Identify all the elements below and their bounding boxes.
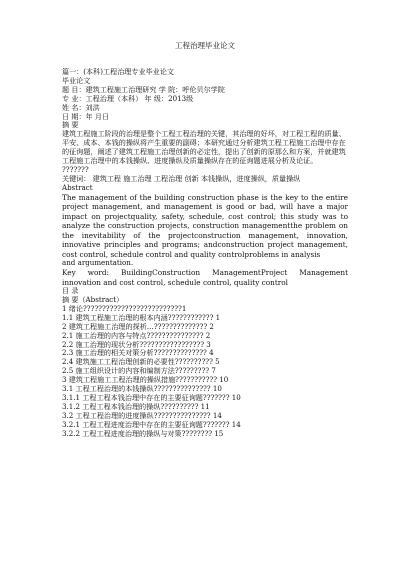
abstract-en-heading: Abstract — [62, 182, 93, 192]
abstract-heading: 摘 要 — [62, 120, 79, 130]
toc-heading: 目 录 — [62, 286, 79, 296]
toc-entry: 2 建筑工程施工治理的探析…?????????????? 2 — [62, 321, 214, 331]
section-heading: 篇一：(本科)工程治理专业毕业论文 — [62, 67, 174, 76]
name-line: 姓 名：刘洪 — [62, 102, 100, 112]
keywords-en: Key word: BuildingConstruction ManagementProject Management innovation and cost control, schedule control, quality control — [62, 268, 348, 287]
toc-entry: 3.2 工程工程治理的进度操纵??????????????? 14 — [62, 410, 222, 420]
toc-entry: 2.2 施工治理的现状分析????????????????? 3 — [62, 339, 211, 349]
toc-entry: 2.3 施工治理的相关对策分析?????????????? 4 — [62, 348, 214, 358]
major-line: 专 业：工程治理（本科） 年 级：2013级 — [62, 93, 194, 103]
abstract-cn-marks: ??????? — [62, 164, 89, 174]
topic-line: 题 目：建筑工程施工治理研究 学 院：呼伦贝尔学院 — [62, 84, 225, 94]
toc-abstract-entry: 摘 要（Abstract） — [62, 295, 124, 304]
toc-entry: 3.1 工程工程治理的本钱操纵??????????????? 10 — [62, 384, 222, 394]
toc-entry: 2.1 施工治理的内容与特点??????????????? 2 — [62, 330, 211, 340]
toc-entry: 3.2.2 工程工程进度治理的操纵与对策???????? 15 — [62, 428, 224, 438]
page-title: 工程治理毕业论文 — [175, 41, 235, 50]
date-line: 日 期：年 月日 — [62, 111, 110, 121]
toc-entry: 3.1.2 工程工程本钱治理的操纵?????????? 11 — [62, 401, 210, 411]
abstract-en-argument: and argumentation. — [62, 258, 134, 268]
toc-entry: 1.1 建筑工程施工治理的根本内涵???????????? 1 — [62, 312, 221, 322]
toc-entry: 3.2.1 工程工程进度治理中存在的主要征询题??????? 14 — [62, 419, 241, 429]
document-type: 毕业论文 — [62, 75, 91, 85]
toc-entry: 3.1.1 工程工程本钱治理中存在的主要征询题??????? 10 — [62, 392, 241, 402]
toc-list — [62, 305, 348, 439]
toc-entry: 3 建筑工程施工工程治理的操纵措施??????????? 10 — [62, 375, 229, 385]
toc-entry: 2.5 施工组织设计的内容和编制方法????????? 7 — [62, 366, 216, 376]
toc-entry: 1 绪论??????????????????????????1 — [62, 303, 187, 313]
abstract-en-paragraph: The management of the building construction phase is the key to the entire project management, and management is good or bad, will have a major impact on projectquality, safety, schedule, cost control; this study was to analyze the construction projects, construction managementthe problem on the inevitability of the projectconstruction management, innovation, innovative principles and programs; andconstruction project management, cost control, schedule control and quality controlproblems in analysis — [62, 192, 348, 259]
abstract-cn-paragraph: 建筑工程施工阶段的治理是整个工程工程治理的关键，其治理的好坏，对工程工程的质量、平安、成本、本钱的操纵将产生重要的副碍；本研究通过分析建筑工程工程施工治理中存在的征询题，阐述了建筑工程施工治理创新的必定性，提出了创新的原那么和方案，并就建筑工程施工治理中的本钱操纵、进度操纵及质量操纵存在的征询题进展分析及论证。 — [62, 129, 346, 166]
keywords-cn: 关键词： 建筑工程 施工治理 工程治理 创新 本钱操纵，进度操纵，质量操纵 — [62, 173, 301, 183]
toc-entry: 2.4 建筑施工工程治理创新的必要性?????????? 5 — [62, 357, 220, 367]
